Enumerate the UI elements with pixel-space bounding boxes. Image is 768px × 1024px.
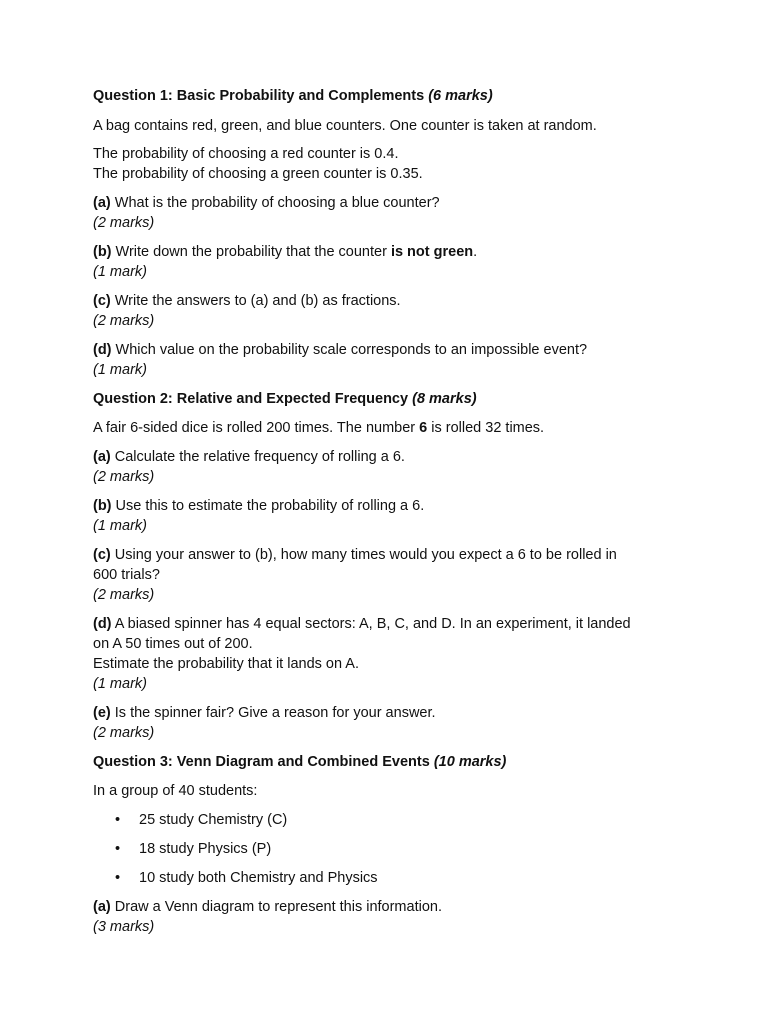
list-item [93,839,693,859]
q1-b-text-pre: Write down the probability that the counter [111,244,391,260]
q1-d-label: (d) [93,342,112,358]
q3-a-label: (a) [93,899,111,915]
q2-d-marks: (1 mark) [93,676,147,692]
q1-a-text: What is the probability of choosing a blue counter? [110,195,440,211]
q3-intro: In a group of 40 students: [93,783,258,799]
q2-heading [93,389,693,409]
q2-a-label: (a) [93,449,111,465]
q2-part-b [93,496,693,536]
q1-b-text-post: . [473,244,478,260]
q2-part-e [93,703,693,743]
q3-a-marks: (3 marks) [93,919,155,935]
q1-given [93,144,693,184]
q2-b-marks: (1 mark) [93,518,147,534]
q2-d-text-2: on A 50 times out of 200. [93,636,253,652]
q1-given-red: The probability of choosing a red counter is 0.4. [93,146,399,162]
q2-c-label: (c) [93,547,111,563]
q1-part-b [93,242,693,282]
q2-c-text-2: 600 trials? [93,567,160,583]
q2-intro [93,418,693,438]
q2-intro-bold: 6 [419,420,428,436]
list-item [93,868,693,888]
q3-title: Question 3: Venn Diagram and Combined Events [93,754,430,770]
q1-c-label: (c) [93,293,111,309]
document-content [93,86,693,937]
q1-given-green: The probability of choosing a green counter is 0.35. [93,166,423,182]
bullet-dot: • [115,841,121,857]
q2-intro-post: is rolled 32 times. [427,420,545,436]
q3-a-text: Draw a Venn diagram to represent this information. [110,899,442,915]
q1-d-text: Which value on the probability scale corresponds to an impossible event? [111,342,588,358]
q2-intro-pre: A fair 6-sided dice is rolled 200 times. The number [93,420,420,436]
q1-part-d [93,340,693,380]
q1-part-c [93,291,693,331]
q3-heading [93,752,693,772]
q1-c-marks: (2 marks) [93,313,155,329]
q2-part-d [93,614,693,694]
q3-bullet-chemistry: 25 study Chemistry (C) [139,812,288,828]
q2-d-text-1: A biased spinner has 4 equal sectors: A, B, C, and D. In an experiment, it landed [111,616,631,632]
bullet-dot: • [115,812,121,828]
q3-part-a [93,897,693,937]
q1-marks: (6 marks) [428,88,493,104]
q2-part-a [93,447,693,487]
q3-bullet-both: 10 study both Chemistry and Physics [139,870,378,886]
q1-b-marks: (1 mark) [93,264,147,280]
q2-d-text-3: Estimate the probability that it lands on A. [93,656,359,672]
q2-b-label: (b) [93,498,112,514]
q3-bullet-physics: 18 study Physics (P) [139,841,272,857]
q1-title: Question 1: Basic Probability and Complements [93,88,425,104]
q1-heading [93,86,693,106]
q2-e-marks: (2 marks) [93,725,155,741]
q1-c-text: Write the answers to (a) and (b) as fractions. [110,293,401,309]
q1-b-label: (b) [93,244,112,260]
q1-b-text-bold: is not green [390,244,474,260]
q2-c-marks: (2 marks) [93,587,155,603]
q3-bullet-list [93,810,693,888]
q2-e-label: (e) [93,705,111,721]
q2-b-text: Use this to estimate the probability of rolling a 6. [111,498,425,514]
list-item [93,810,693,830]
q2-a-marks: (2 marks) [93,469,155,485]
q2-marks: (8 marks) [412,391,477,407]
q1-d-marks: (1 mark) [93,362,147,378]
q3-marks: (10 marks) [433,754,507,770]
bullet-dot: • [115,870,121,886]
q2-part-c [93,545,693,605]
q1-a-label: (a) [93,195,111,211]
q1-intro: A bag contains red, green, and blue counters. One counter is taken at random. [93,118,597,134]
q1-a-marks: (2 marks) [93,215,155,231]
q2-a-text: Calculate the relative frequency of rolling a 6. [110,449,405,465]
q2-c-text-1: Using your answer to (b), how many times would you expect a 6 to be rolled in [110,547,617,563]
q2-d-label: (d) [93,616,112,632]
q1-part-a [93,193,693,233]
q2-title: Question 2: Relative and Expected Frequency [93,391,409,407]
q2-e-text: Is the spinner fair? Give a reason for your answer. [110,705,436,721]
